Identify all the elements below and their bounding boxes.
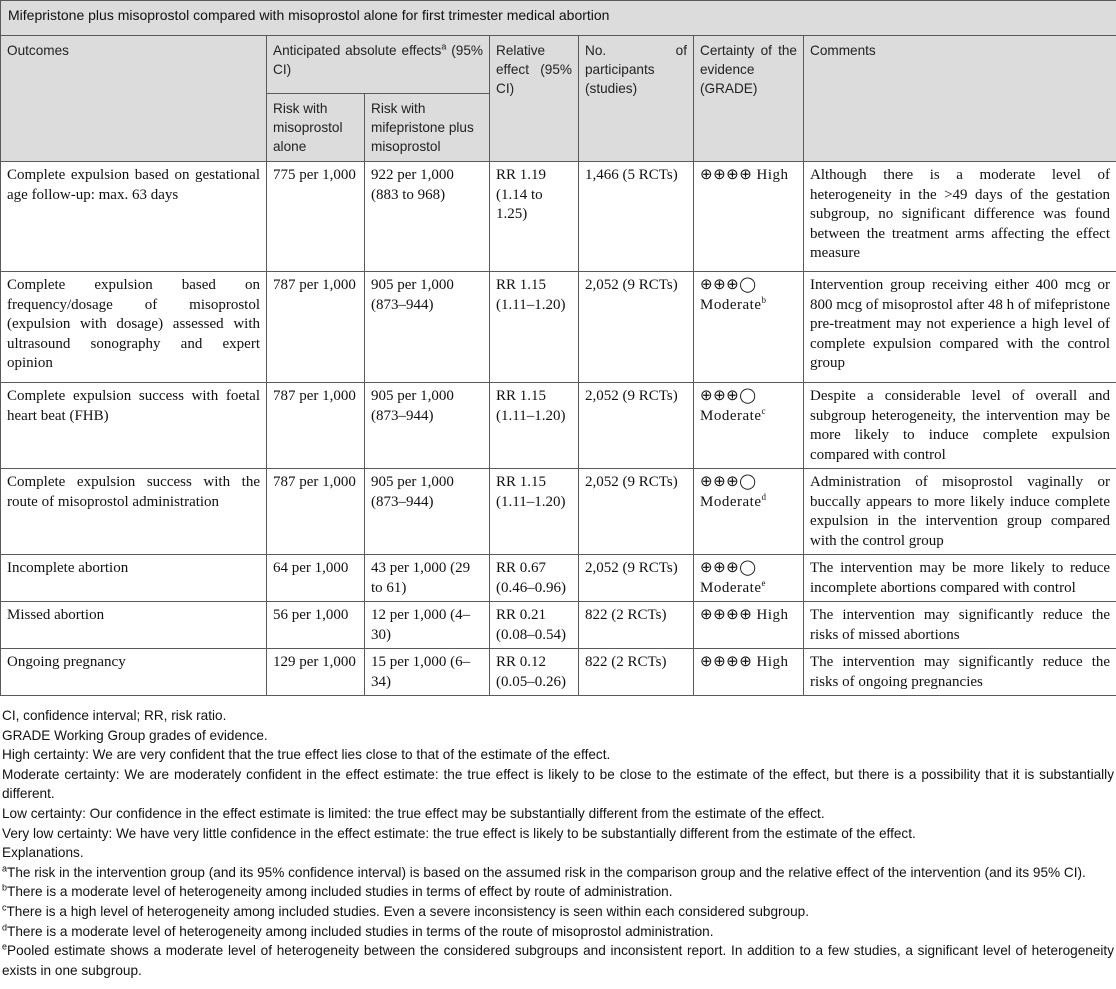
risk-control-cell [267, 555, 365, 602]
outcome-cell [1, 602, 267, 649]
risk-control-cell [267, 272, 365, 383]
relative-effect-cell-text: RR 1.15 (1.11–1.20) [496, 474, 566, 510]
table-row [1, 649, 1116, 696]
certainty-footnote: c [761, 405, 766, 416]
risk-intervention-cell-text: 905 per 1,000 (873–944) [371, 388, 454, 424]
risk-intervention-cell-text: 12 per 1,000 (4–30) [371, 607, 471, 643]
comment-cell-text: The intervention may be more likely to reduce incomplete abortions compared with control [810, 560, 1111, 596]
participants-cell [579, 383, 694, 469]
certainty-cell-text: ⊕⊕⊕⊕ High [700, 607, 789, 623]
footnote [2, 765, 1114, 804]
certainty-cell-text: ⊕⊕⊕⊕ High [700, 654, 789, 670]
footnote [2, 922, 1114, 942]
outcome-cell-text: Complete expulsion based on gestational age follow-up: max. 63 days [7, 167, 260, 203]
footnote-text: The risk in the intervention group (and its 95% confidence interval) is based on the assumed risk in the comparison group and the relative effect of the intervention (and its 95% CI). [7, 864, 1086, 880]
table-body [1, 162, 1116, 696]
relative-effect-cell [490, 555, 579, 602]
footnote [2, 726, 1114, 746]
footnote-text: Low certainty: Our confidence in the effect estimate is limited: the true effect may be substantially different from the estimate of the effect. [2, 805, 825, 821]
footnote [2, 882, 1114, 902]
comment-cell-text: Administration of misoprostol vaginally or buccally appears to more likely induce complete expulsion in the intervention group compared with the control group [810, 474, 1111, 549]
certainty-cell [694, 162, 804, 272]
header-anticipated-effects [267, 36, 490, 94]
risk-intervention-cell [365, 162, 490, 272]
table-row [1, 383, 1116, 469]
header-certainty: Certainty of the evidence (GRADE) [694, 36, 804, 162]
risk-control-cell [267, 383, 365, 469]
certainty-cell-text: ⊕⊕⊕◯ Moderate [700, 277, 762, 313]
header-comments: Comments [804, 36, 1116, 162]
certainty-cell [694, 469, 804, 555]
participants-cell-text: 2,052 (9 RCTs) [585, 474, 678, 490]
footnote-text: There is a high level of heterogeneity among included studies. Even a severe inconsistency is seen within each considered subgroup. [6, 903, 810, 919]
risk-intervention-cell [365, 555, 490, 602]
certainty-footnote: d [761, 491, 766, 502]
footnote-text: CI, confidence interval; RR, risk ratio. [2, 708, 227, 723]
outcome-cell [1, 162, 267, 272]
certainty-footnote: b [761, 294, 766, 305]
outcome-cell-text: Complete expulsion success with the route of misoprostol administration [7, 474, 260, 510]
comment-cell [804, 555, 1116, 602]
comment-cell-text: Intervention group receiving either 400 mcg or 800 mcg of misoprostol after 48 h of mifepristone pre-treatment may not experience a high level of complete expulsion compared with the control group [810, 277, 1111, 371]
risk-control-cell [267, 162, 365, 272]
comment-cell [804, 272, 1116, 383]
footnote-marker: e [2, 941, 8, 952]
certainty-cell [694, 602, 804, 649]
comment-cell [804, 383, 1116, 469]
relative-effect-cell-text: RR 0.21 (0.08–0.54) [496, 607, 566, 643]
outcome-cell [1, 555, 267, 602]
risk-intervention-cell [365, 649, 490, 696]
certainty-cell-text: ⊕⊕⊕⊕ High [700, 167, 789, 183]
table-row [1, 272, 1116, 383]
certainty-footnote: e [761, 577, 766, 588]
header-anticipated-footnote: a [441, 41, 447, 52]
table-row [1, 602, 1116, 649]
footnote-text: GRADE Working Group grades of evidence. [2, 727, 268, 743]
participants-cell [579, 162, 694, 272]
table-row [1, 555, 1116, 602]
footnote-text: High certainty: We are very confident that the true effect lies close to that of the estimate of the effect. [2, 747, 611, 763]
relative-effect-cell-text: RR 0.67 (0.46–0.96) [496, 560, 566, 596]
comment-cell [804, 649, 1116, 696]
comment-cell-text: The intervention may significantly reduce the risks of missed abortions [810, 607, 1111, 643]
risk-intervention-cell [365, 383, 490, 469]
risk-control-cell-text: 129 per 1,000 [273, 654, 356, 670]
relative-effect-cell [490, 649, 579, 696]
participants-cell-text: 822 (2 RCTs) [585, 654, 667, 670]
relative-effect-cell-text: RR 1.19 (1.14 to 1.25) [496, 167, 547, 222]
risk-intervention-cell [365, 272, 490, 383]
footnote [2, 706, 1114, 726]
relative-effect-cell [490, 602, 579, 649]
participants-cell [579, 555, 694, 602]
participants-cell [579, 602, 694, 649]
certainty-cell-text: ⊕⊕⊕◯ Moderate [700, 388, 762, 424]
comment-cell-text: Despite a considerable level of overall and subgroup heterogeneity, the intervention may be more likely to induce complete expulsion compared with control [810, 388, 1111, 463]
risk-intervention-cell-text: 922 per 1,000 (883 to 968) [371, 167, 454, 203]
outcome-cell-text: Ongoing pregnancy [7, 654, 126, 670]
outcome-cell [1, 469, 267, 555]
relative-effect-cell [490, 383, 579, 469]
relative-effect-cell-text: RR 0.12 (0.05–0.26) [496, 654, 566, 690]
outcome-cell [1, 383, 267, 469]
footnote-marker: c [2, 902, 7, 913]
participants-cell-text: 1,466 (5 RCTs) [585, 167, 678, 183]
certainty-cell [694, 649, 804, 696]
footnote [2, 745, 1114, 765]
header-anticipated-ci: (95% CI) [273, 43, 483, 77]
risk-intervention-cell-text: 905 per 1,000 (873–944) [371, 277, 454, 313]
risk-control-cell-text: 787 per 1,000 [273, 388, 356, 404]
comment-cell [804, 162, 1116, 272]
relative-effect-cell [490, 162, 579, 272]
risk-intervention-cell [365, 469, 490, 555]
risk-intervention-cell-text: 43 per 1,000 (29 to 61) [371, 560, 471, 596]
risk-intervention-cell-text: 15 per 1,000 (6–34) [371, 654, 471, 690]
participants-cell [579, 272, 694, 383]
certainty-cell-text: ⊕⊕⊕◯ Moderate [700, 560, 762, 596]
outcome-cell-text: Missed abortion [7, 607, 105, 623]
risk-control-cell-text: 787 per 1,000 [273, 474, 356, 490]
comment-cell [804, 602, 1116, 649]
table-header [1, 1, 1116, 162]
risk-intervention-cell [365, 602, 490, 649]
risk-control-cell [267, 649, 365, 696]
footnote-text: Very low certainty: We have very little confidence in the effect estimate: the true effect is likely to be substantially different from the estimate of the effect. [2, 825, 916, 841]
risk-control-cell-text: 64 per 1,000 [273, 560, 349, 576]
footnote [2, 804, 1114, 824]
participants-cell [579, 649, 694, 696]
relative-effect-cell-text: RR 1.15 (1.11–1.20) [496, 388, 566, 424]
footnote [2, 902, 1114, 922]
risk-intervention-cell-text: 905 per 1,000 (873–944) [371, 474, 454, 510]
participants-cell-text: 2,052 (9 RCTs) [585, 388, 678, 404]
comment-cell-text: Although there is a moderate level of heterogeneity in the >49 days of the gestation subgroup, no significant difference was found between the treatment arms affecting the effect measure [810, 167, 1111, 261]
risk-control-cell-text: 787 per 1,000 [273, 277, 356, 293]
risk-control-cell-text: 56 per 1,000 [273, 607, 349, 623]
footnote-marker: d [2, 922, 8, 932]
participants-cell [579, 469, 694, 555]
footnote-text: There is a moderate level of heterogeneity among included studies in terms of effect by route of administration. [7, 884, 673, 900]
relative-effect-cell-text: RR 1.15 (1.11–1.20) [496, 277, 566, 313]
footnote-text: Moderate certainty: We are moderately confident in the effect estimate: the true effect is likely to be close to the estimate of the effect, but there is a possibility that it is substantially different. [2, 766, 1114, 802]
footnote-marker: b [2, 882, 8, 893]
certainty-cell [694, 383, 804, 469]
table-row [1, 162, 1116, 272]
table-footnotes [0, 696, 1116, 980]
table-row [1, 469, 1116, 555]
certainty-cell [694, 272, 804, 383]
comment-cell [804, 469, 1116, 555]
footnote-text: Explanations. [2, 845, 84, 861]
footnote [2, 824, 1114, 844]
outcome-cell [1, 272, 267, 383]
participants-cell-text: 822 (2 RCTs) [585, 607, 667, 623]
outcome-cell-text: Incomplete abortion [7, 560, 129, 576]
footnote-text: There is a moderate level of heterogeneity among included studies in terms of the route of misoprostol administration. [7, 923, 714, 939]
outcome-cell-text: Complete expulsion success with foetal heart beat (FHB) [7, 388, 260, 424]
header-risk-intervention: Risk with mifepristone plus misoprostol [365, 94, 490, 162]
risk-control-cell-text: 775 per 1,000 [273, 167, 356, 183]
outcome-cell-text: Complete expulsion based on frequency/dosage of misoprostol (expulsion with dosage) assessed with ultrasound sonography and expert opinion [7, 277, 260, 371]
header-anticipated-label: Anticipated absolute effects [273, 43, 442, 58]
header-participants: No. of participants (studies) [579, 36, 694, 162]
header-outcomes: Outcomes [1, 36, 267, 162]
header-risk-control: Risk with misoprostol alone [267, 94, 365, 162]
footnote [2, 941, 1114, 980]
footnote-text: Pooled estimate shows a moderate level of heterogeneity between the considered subgroups and inconsistent report. In addition to a few studies, a significant level of heterogeneity exists in one subgroup. [2, 943, 1114, 978]
outcome-cell [1, 649, 267, 696]
certainty-cell [694, 555, 804, 602]
relative-effect-cell [490, 469, 579, 555]
relative-effect-cell [490, 272, 579, 383]
footnote [2, 863, 1114, 883]
risk-control-cell [267, 602, 365, 649]
footnote-marker: a [2, 863, 8, 874]
certainty-cell-text: ⊕⊕⊕◯ Moderate [700, 474, 762, 510]
comment-cell-text: The intervention may significantly reduce the risks of ongoing pregnancies [810, 654, 1111, 690]
participants-cell-text: 2,052 (9 RCTs) [585, 277, 678, 293]
risk-control-cell [267, 469, 365, 555]
table-caption: Mifepristone plus misoprostol compared with misoprostol alone for first trimester medical abortion [1, 1, 1116, 36]
participants-cell-text: 2,052 (9 RCTs) [585, 560, 678, 576]
footnote [2, 843, 1114, 863]
header-relative-effect: Relative effect (95% CI) [490, 36, 579, 162]
